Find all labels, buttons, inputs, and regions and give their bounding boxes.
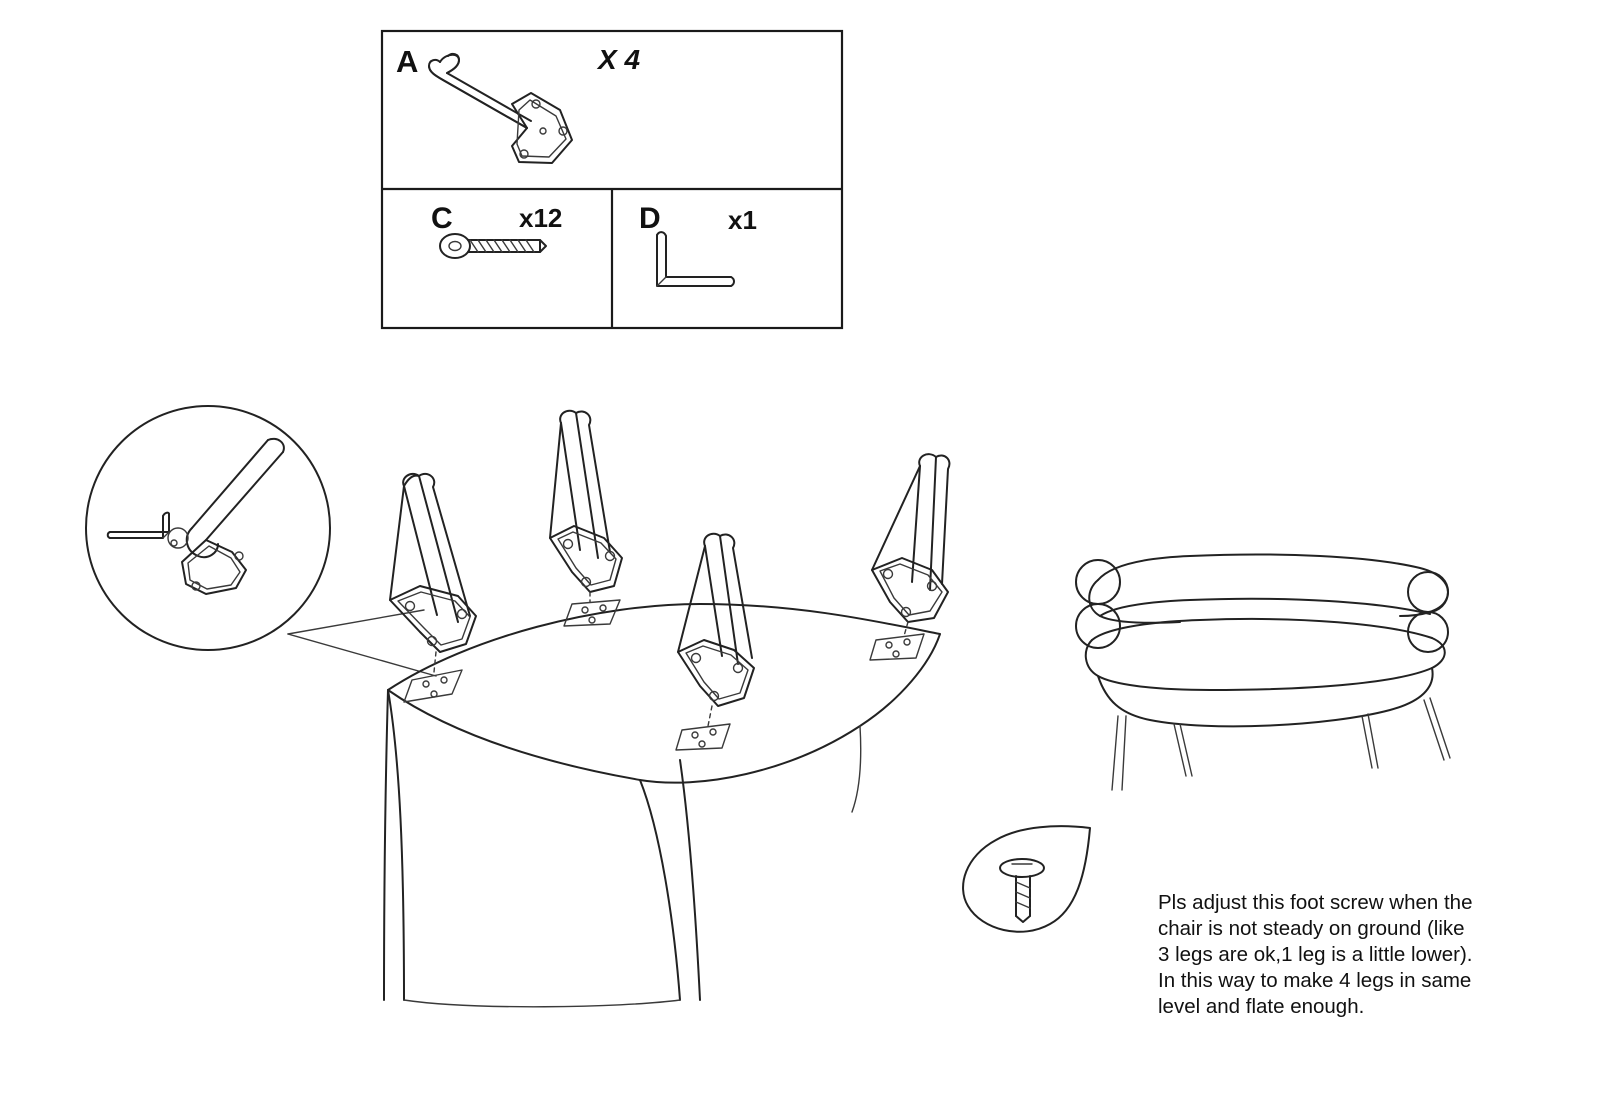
part-a-label: A [396, 44, 419, 79]
part-c-quantity: x12 [519, 203, 563, 233]
callout-line-1 [288, 634, 436, 676]
note-line-2: chair is not steady on ground (like [1158, 917, 1465, 940]
part-a-quantity: X 4 [598, 44, 641, 75]
note-line-1: Pls adjust this foot screw when the [1158, 891, 1473, 914]
detail-zoom-circle [86, 406, 330, 650]
sofa-bench-icon [1076, 555, 1450, 791]
assembly-leg-front-left [390, 474, 476, 702]
note-line-5: level and flate enough. [1158, 995, 1365, 1018]
note-line-4: In this way to make 4 legs in same [1158, 969, 1472, 992]
note-line-3: 3 legs are ok,1 leg is a little lower). [1158, 943, 1473, 966]
upside-down-sofa-frame-icon [384, 604, 940, 1007]
part-d-quantity: x1 [728, 205, 757, 235]
assembly-leg-back-left [550, 411, 622, 626]
assembly-leg-back-right [870, 454, 949, 660]
foot-screw-adjustment-note [1158, 890, 1518, 1020]
part-d-label: D [639, 202, 661, 235]
adjustable-foot-screw-detail [963, 826, 1090, 932]
part-c-label: C [431, 202, 453, 235]
assembly-leg-front-right [676, 534, 754, 750]
